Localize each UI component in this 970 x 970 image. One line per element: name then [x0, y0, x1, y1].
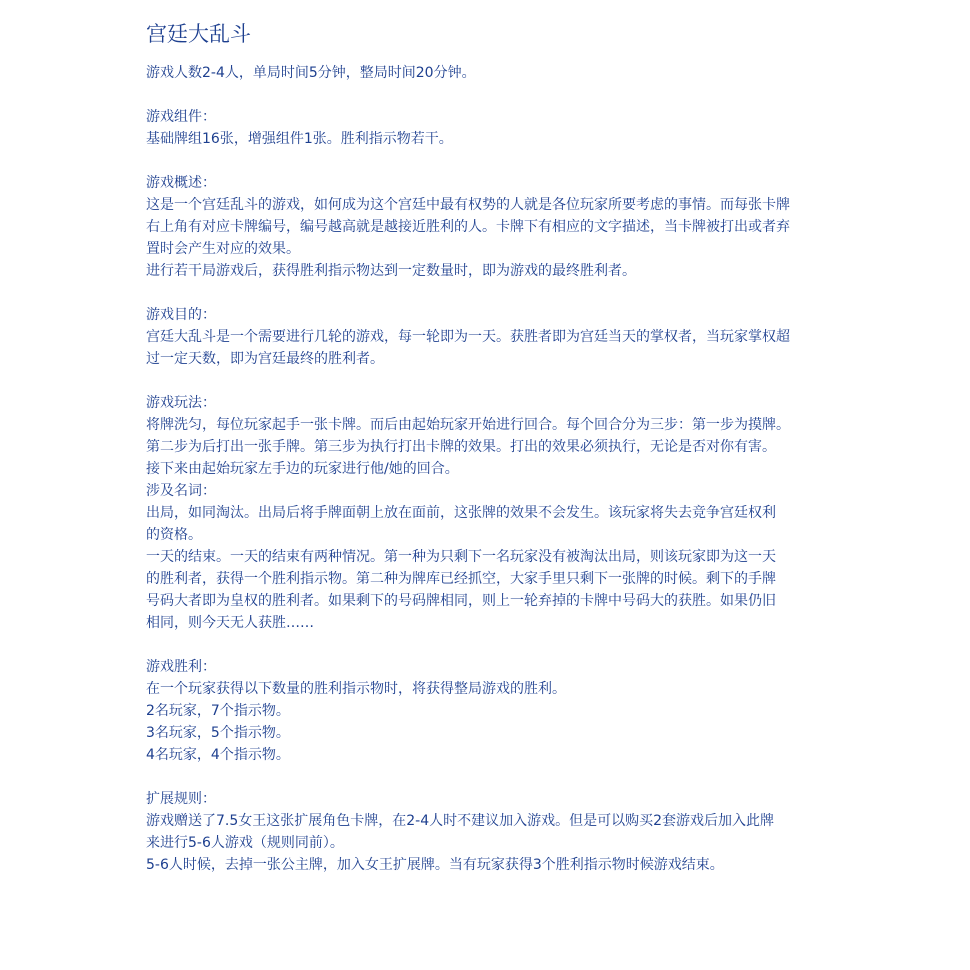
- text-line: 相同，则今天无人获胜……: [146, 615, 314, 631]
- text-line: 游戏人数2-4人，单局时间5分钟，整局时间20分钟。: [146, 65, 476, 81]
- text-line: 游戏概述：: [146, 175, 216, 191]
- text-line: 第二步为后打出一张手牌。第三步为执行打出卡牌的效果。打出的效果必须执行，无论是否对你有害。: [146, 439, 776, 455]
- page-title: 宫廷大乱斗: [146, 22, 251, 46]
- text-line: 2名玩家，7个指示物。: [146, 703, 290, 719]
- text-line: 游戏组件：: [146, 109, 216, 125]
- text-line: 3名玩家，5个指示物。: [146, 725, 290, 741]
- text-line: 右上角有对应卡牌编号，编号越高就是越接近胜利的人。卡牌下有相应的文字描述，当卡牌被打出或者弃: [146, 219, 790, 235]
- text-line: 的资格。: [146, 527, 202, 543]
- text-line: 来进行5-6人游戏（规则同前）。: [146, 835, 344, 851]
- text-line: 过一定天数，即为宫廷最终的胜利者。: [146, 351, 384, 367]
- text-line: 接下来由起始玩家左手边的玩家进行他/她的回合。: [146, 461, 459, 477]
- text-line: 这是一个宫廷乱斗的游戏，如何成为这个宫廷中最有权势的人就是各位玩家所要考虑的事情。而每张卡牌: [146, 197, 790, 213]
- text-line: 基础牌组16张，增强组件1张。胜利指示物若干。: [146, 131, 453, 147]
- text-line: 游戏玩法：: [146, 395, 216, 411]
- paragraph-gap: [146, 282, 836, 304]
- text-line: 游戏胜利：: [146, 659, 216, 675]
- paragraph-gap: [146, 150, 836, 172]
- text-line: 5-6人时候，去掉一张公主牌，加入女王扩展牌。当有玩家获得3个胜利指示物时候游戏结束。: [146, 857, 724, 873]
- text-line: 宫廷大乱斗是一个需要进行几轮的游戏，每一轮即为一天。获胜者即为宫廷当天的掌权者，当玩家掌权超: [146, 329, 790, 345]
- text-line: 出局，如同淘汰。出局后将手牌面朝上放在面前，这张牌的效果不会发生。该玩家将失去竞争宫廷权利: [146, 505, 776, 521]
- text-line: 在一个玩家获得以下数量的胜利指示物时，将获得整局游戏的胜利。: [146, 681, 566, 697]
- text-line: 进行若干局游戏后，获得胜利指示物达到一定数量时，即为游戏的最终胜利者。: [146, 263, 636, 279]
- rules-document: [146, 18, 836, 876]
- text-line: 号码大者即为皇权的胜利者。如果剩下的号码牌相同，则上一轮弃掉的卡牌中号码大的获胜。如果仍旧: [146, 593, 776, 609]
- text-line: 扩展规则：: [146, 791, 216, 807]
- document-body: [146, 62, 836, 876]
- text-line: 游戏目的：: [146, 307, 216, 323]
- text-line: 一天的结束。一天的结束有两种情况。第一种为只剩下一名玩家没有被淘汰出局，则该玩家即为这一天: [146, 549, 776, 565]
- text-line: 将牌洗匀，每位玩家起手一张卡牌。而后由起始玩家开始进行回合。每个回合分为三步：第一步为摸牌。: [146, 417, 790, 433]
- paragraph-gap: [146, 634, 836, 656]
- text-line: 的胜利者，获得一个胜利指示物。第二种为牌库已经抓空，大家手里只剩下一张牌的时候。剩下的手牌: [146, 571, 776, 587]
- text-line: 涉及名词：: [146, 483, 216, 499]
- paragraph-gap: [146, 766, 836, 788]
- paragraph-gap: [146, 84, 836, 106]
- text-line: 置时会产生对应的效果。: [146, 241, 300, 257]
- text-line: 4名玩家，4个指示物。: [146, 747, 290, 763]
- text-line: 游戏赠送了7.5女王这张扩展角色卡牌，在2-4人时不建议加入游戏。但是可以购买2套游戏后加入此牌: [146, 813, 775, 829]
- paragraph-gap: [146, 370, 836, 392]
